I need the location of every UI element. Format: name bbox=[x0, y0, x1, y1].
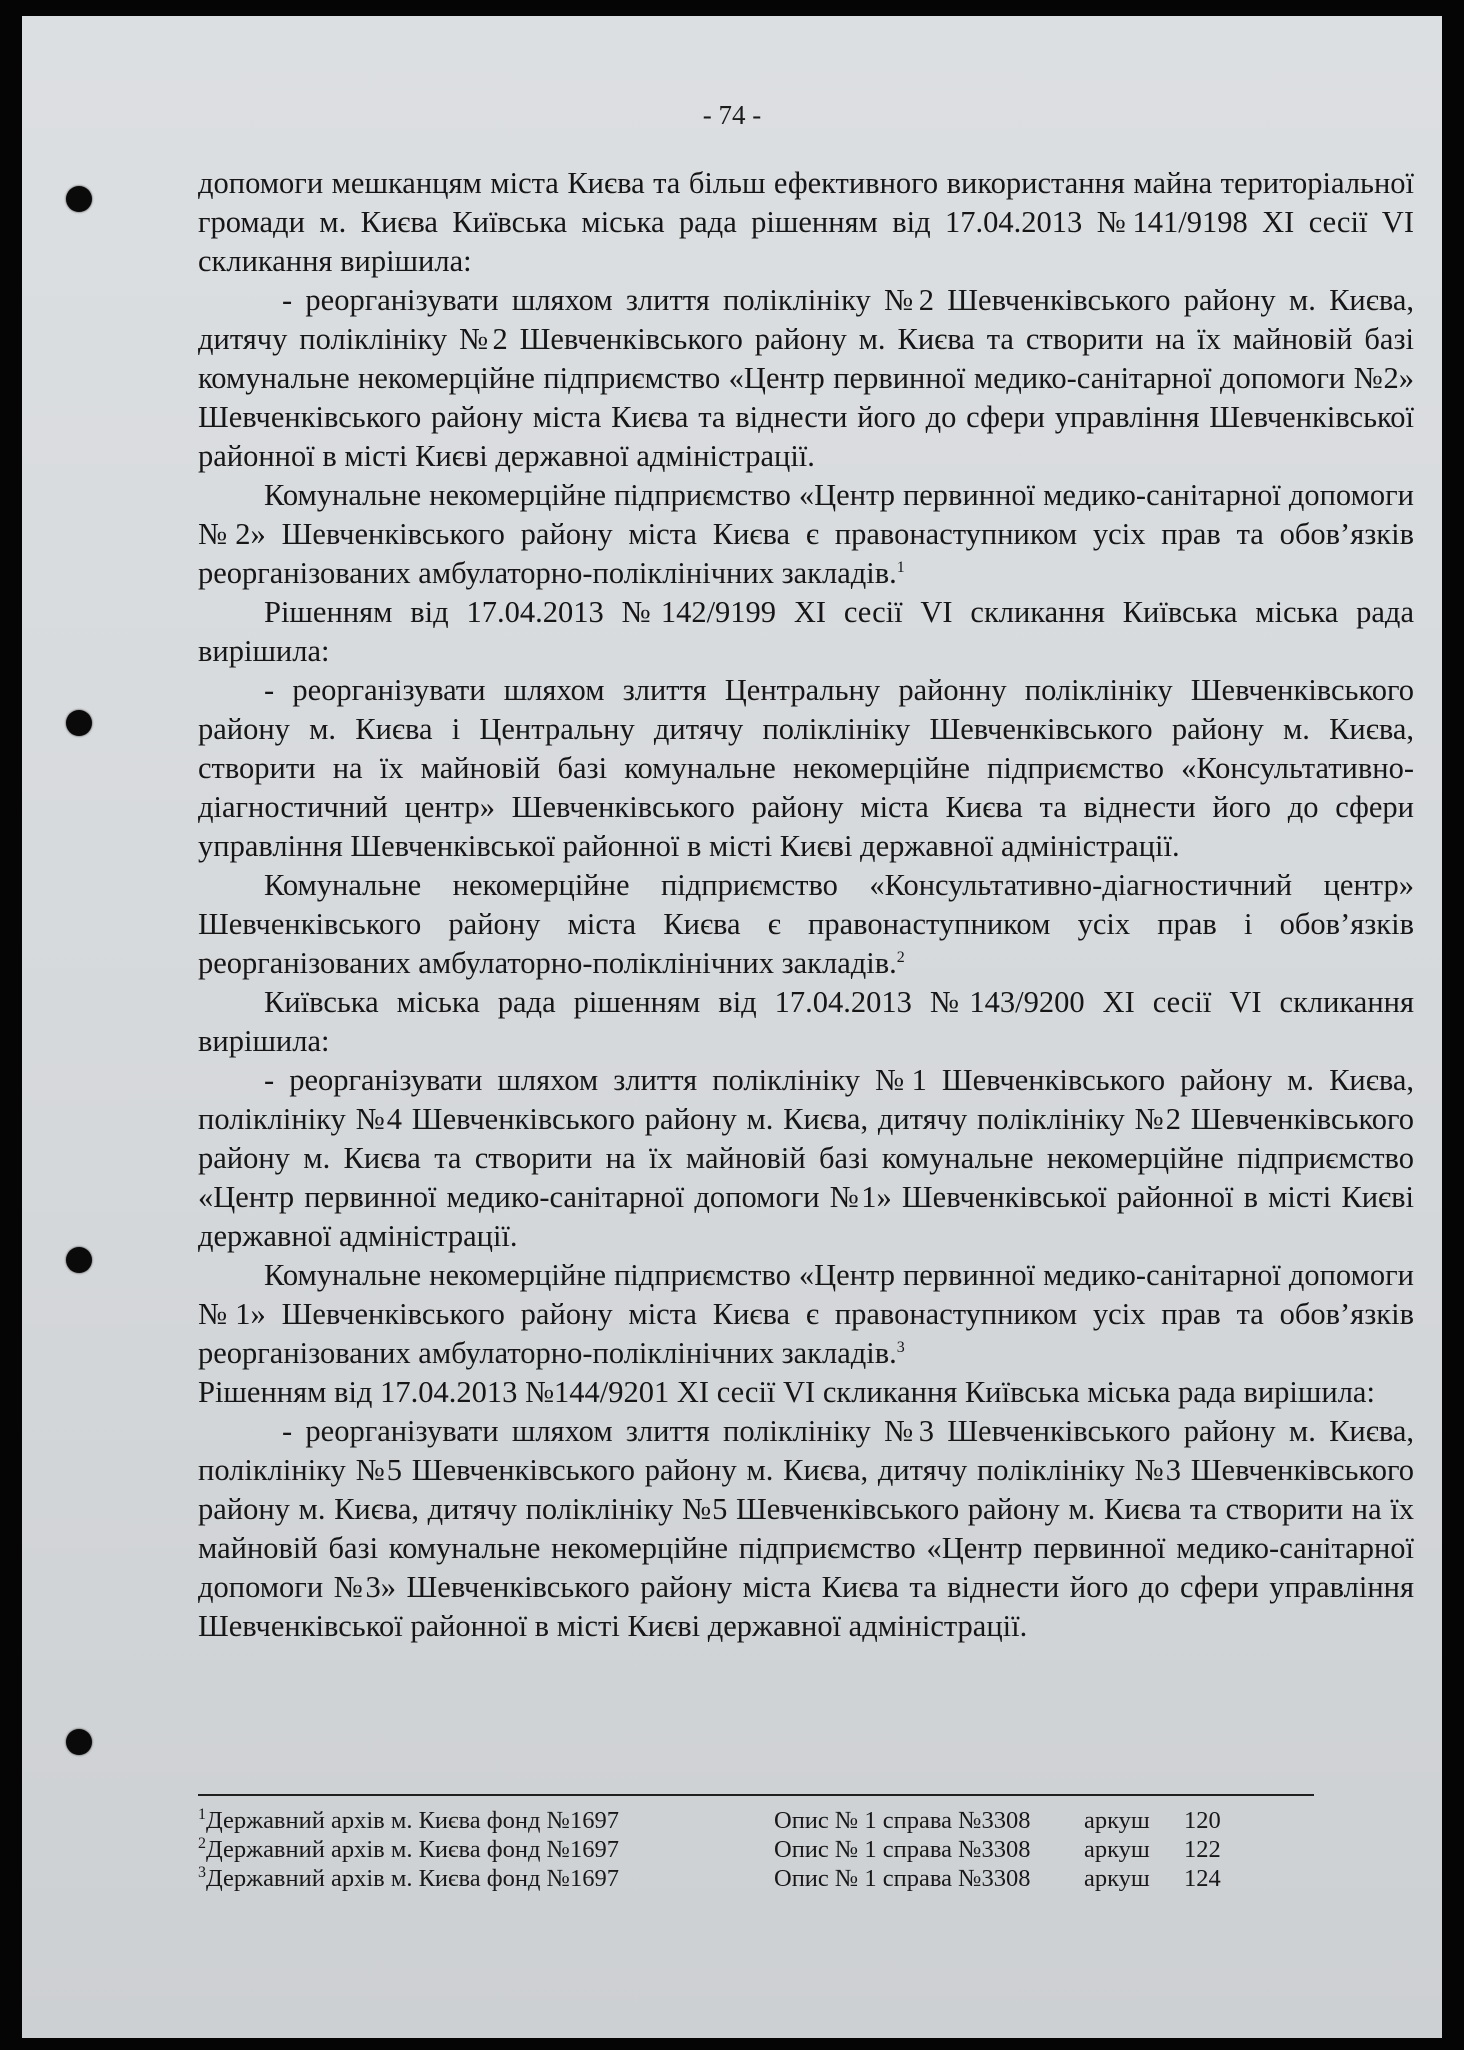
footnote-case: Опис № 1 справа №3308 bbox=[774, 1865, 1031, 1892]
paragraph bbox=[198, 983, 1414, 1061]
footnote-number: 2 bbox=[198, 1834, 206, 1852]
paragraph-text: Рішенням від 17.04.2013 №142/9199 XI сесії VI скликання Київська міська рада вирішила: bbox=[198, 595, 1414, 668]
paragraph-text: - реорганізувати шляхом злиття поліклініку №2 Шевченківського району м. Києва, дитячу поліклініку №2 Шевченківського району м. Києва та створити на їх майновій базі комунальне некомерційне підприємство «Центр первинної медико-санітарної допомоги №2» Шевченківського району міста Києва та віднести його до сфери управління Шевченківської районної в місті Києві державної адміністрації. bbox=[198, 283, 1414, 473]
paragraph bbox=[198, 671, 1414, 866]
page-number: - 74 - bbox=[702, 100, 762, 130]
footnote-archive bbox=[198, 1835, 774, 1864]
footnote-separator bbox=[198, 1794, 1314, 1796]
paragraph bbox=[198, 866, 1414, 983]
paragraph bbox=[198, 1373, 1414, 1412]
footnote-row bbox=[198, 1864, 1278, 1893]
punch-hole-4 bbox=[66, 1729, 92, 1755]
paragraph bbox=[198, 1256, 1414, 1373]
footnote-archive bbox=[198, 1864, 774, 1893]
footnote-case: Опис № 1 справа №3308 bbox=[774, 1807, 1031, 1834]
footnote-sheet-label: аркуш bbox=[1084, 1865, 1150, 1892]
paragraph bbox=[198, 593, 1414, 671]
paragraph bbox=[198, 476, 1414, 593]
paragraph-text: Рішенням від 17.04.2013 №144/9201 XI сесії VI скликання Київська міська рада вирішила: bbox=[198, 1375, 1375, 1409]
footnote-archive-text: Державний архів м. Києва фонд №1697 bbox=[206, 1836, 620, 1863]
footnote-sheet-number: 120 bbox=[1184, 1807, 1221, 1834]
paragraph bbox=[198, 164, 1414, 281]
footnote-row bbox=[198, 1806, 1278, 1835]
paragraph-text: - реорганізувати шляхом злиття поліклініку №1 Шевченківського району м. Києва, поліклініку №4 Шевченківського району м. Києва, дитячу поліклініку №2 Шевченківського району м. Києва та створити на їх майновій базі комунальне некомерційне підприємство «Центр первинної медико-санітарної допомоги №1» Шевченківської районної в місті Києві державної адміністрації. bbox=[198, 1063, 1414, 1253]
footnote-sheet-number: 122 bbox=[1184, 1836, 1221, 1863]
paragraph-text: Комунальне некомерційне підприємство «Консультативно-діагностичний центр» Шевченківського району міста Києва є правонаступником усіх прав і обов’язків реорганізованих амбулаторно-поліклінічних закладів. bbox=[198, 868, 1414, 980]
footnote-archive-text: Державний архів м. Києва фонд №1697 bbox=[206, 1807, 620, 1834]
document-page bbox=[22, 16, 1442, 2038]
footnote-archive bbox=[198, 1806, 774, 1835]
paragraph-text: Комунальне некомерційне підприємство «Центр первинної медико-санітарної допомоги №2» Шевченківського району міста Києва є правонаступником усіх прав та обов’язків реорганізованих амбулаторно-поліклінічних закладів. bbox=[198, 478, 1414, 590]
paragraph-text: допомоги мешканцям міста Києва та більш ефективного використання майна територіальної громади м. Києва Київська міська рада рішенням від 17.04.2013 №141/9198 XI сесії VI скликання вирішила: bbox=[198, 166, 1414, 278]
footnote-sheet-number: 124 bbox=[1184, 1865, 1221, 1892]
footnote-sheet-label: аркуш bbox=[1084, 1807, 1150, 1834]
footnote-reference: 3 bbox=[896, 1338, 905, 1356]
punch-hole-3 bbox=[66, 1247, 92, 1273]
paragraph bbox=[198, 1061, 1414, 1256]
footnote-sheet-label: аркуш bbox=[1084, 1836, 1150, 1863]
paragraph-text: - реорганізувати шляхом злиття поліклініку №3 Шевченківського району м. Києва, поліклініку №5 Шевченківського району м. Києва, дитячу поліклініку №3 Шевченківського району м. Києва, дитячу поліклініку №5 Шевченківського району м. Києва та створити на їх майновій базі комунальне некомерційне підприємство «Центр первинної медико-санітарної допомоги №3» Шевченківського району міста Києва та віднести його до сфери управління Шевченківської районної в місті Києві державної адміністрації. bbox=[198, 1414, 1414, 1643]
punch-hole-1 bbox=[66, 186, 92, 212]
footnote-reference: 2 bbox=[896, 948, 905, 966]
paragraph-text: Київська міська рада рішенням від 17.04.2013 №143/9200 XI сесії VI скликання вирішила: bbox=[198, 985, 1414, 1058]
footnote-reference: 1 bbox=[896, 558, 905, 576]
footnote-archive-text: Державний архів м. Києва фонд №1697 bbox=[206, 1865, 620, 1892]
paragraph-text: Комунальне некомерційне підприємство «Центр первинної медико-санітарної допомоги №1» Шевченківського району міста Києва є правонаступником усіх прав та обов’язків реорганізованих амбулаторно-поліклінічних закладів. bbox=[198, 1258, 1414, 1370]
footnote-case: Опис № 1 справа №3308 bbox=[774, 1836, 1031, 1863]
footnote-number: 1 bbox=[198, 1805, 206, 1823]
footnote-row bbox=[198, 1835, 1278, 1864]
paragraph bbox=[198, 1412, 1414, 1646]
punch-hole-2 bbox=[66, 710, 92, 736]
paragraph-text: - реорганізувати шляхом злиття Центральну районну поліклініку Шевченківського району м. Києва і Центральну дитячу поліклініку Шевченківського району м. Києва, створити на їх майновій базі комунальне некомерційне підприємство «Консультативно-діагностичний центр» Шевченківського району міста Києва та віднести його до сфери управління Шевченківської районної в місті Києві державної адміністрації. bbox=[198, 673, 1414, 863]
body-text bbox=[198, 164, 1414, 1646]
footnote-number: 3 bbox=[198, 1863, 206, 1881]
paragraph bbox=[198, 281, 1414, 476]
footnotes bbox=[198, 1806, 1278, 1893]
